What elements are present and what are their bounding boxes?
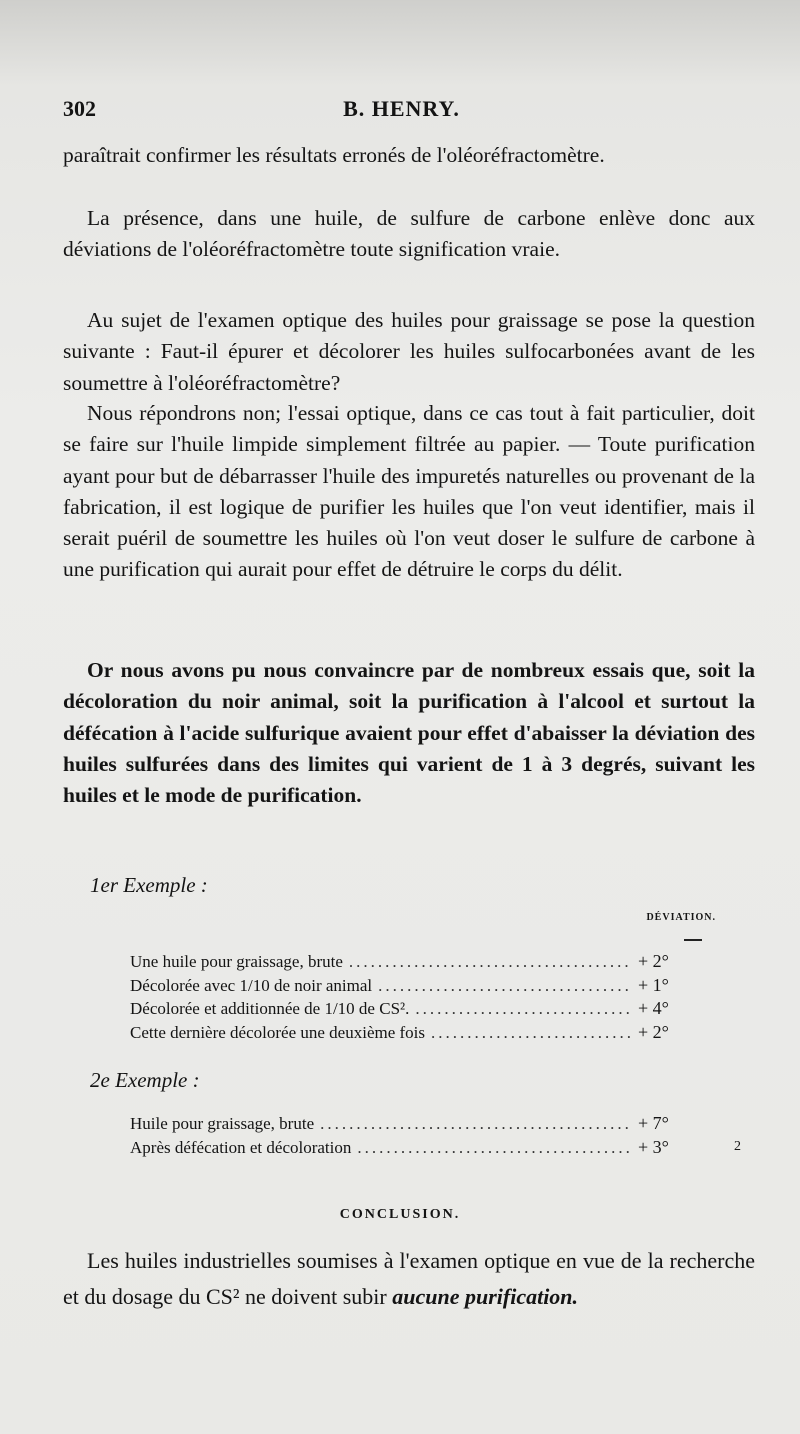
- paragraph-3-block: [63, 305, 755, 399]
- row-label: Huile pour graissage, brute: [130, 1114, 315, 1133]
- printer-signature: 2: [734, 1139, 741, 1154]
- page-number: 302: [63, 96, 96, 121]
- row-value: + 2°: [638, 1021, 669, 1042]
- row-value: + 1°: [638, 974, 669, 995]
- paragraph-4: Nous répondrons non; l'essai optique, dans ce cas tout à fait particulier, doit se faire sur l'huile limpide simplement filtrée au papier. — Toute purification ayant pour but de débarrasser l'huile des impuretés naturelles ou provenant de la fabrication, il est logique de purifier les huiles que l'on veut identifier, mais il serait puéril de soumettre les huiles où l'on veut doser le sulfure de carbone à une purification qui aurait pour effet de détruire le corps du délit.: [63, 401, 755, 582]
- example-2-heading: 2e Exemple :: [90, 1068, 200, 1092]
- table-row: [130, 974, 690, 998]
- dot-leader: [431, 1021, 632, 1045]
- table-row: [130, 1112, 690, 1136]
- paragraph-2: La présence, dans une huile, de sulfure de carbone enlève donc aux déviations de l'oléoréfractomètre toute signification vraie.: [63, 206, 755, 262]
- column-header-rule: [684, 939, 702, 941]
- row-label: Une huile pour graissage, brute: [130, 952, 343, 971]
- row-label: Cette dernière décolorée une deuxième fois: [130, 1022, 426, 1042]
- paragraph-1: paraîtrait confirmer les résultats erronés de l'oléoréfractomètre.: [63, 143, 605, 167]
- row-label: Décolorée et additionnée de 1/10 de CS².: [130, 999, 410, 1018]
- conclusion-text: Les huiles industrielles soumises à l'examen optique en vue de la recherche et du dosage du CS² ne doivent subir: [63, 1248, 755, 1309]
- dot-leader: [320, 1112, 632, 1136]
- paragraph-1-block: [63, 140, 755, 171]
- table-row: [130, 1021, 690, 1045]
- running-head: B. HENRY.: [343, 96, 460, 121]
- row-label: Décolorée avec 1/10 de noir animal: [130, 975, 373, 995]
- row-label: Après défécation et décoloration: [130, 1137, 352, 1157]
- example-2-table: [130, 1112, 690, 1159]
- row-value: + 7°: [638, 1113, 669, 1133]
- conclusion-heading: CONCLUSION.: [339, 1207, 461, 1222]
- conclusion-paragraph: [63, 1243, 755, 1315]
- deviation-column-header: DÉVIATION.: [646, 912, 716, 923]
- paragraph-5-block: [63, 655, 755, 811]
- page-header: [63, 96, 740, 130]
- paragraph-3: Au sujet de l'examen optique des huiles pour graissage se pose la question suivante : Faut-il épurer et décolorer les huiles sulfocarbonées avant de les soumettre à l'oléoréfractomètre?: [63, 308, 755, 395]
- table-row: [130, 1136, 690, 1160]
- dot-leader: [349, 950, 632, 974]
- table-row: [130, 997, 690, 1021]
- row-value: + 3°: [638, 1136, 669, 1157]
- row-value: + 4°: [638, 998, 669, 1018]
- example-1-heading: 1er Exemple :: [90, 873, 208, 897]
- dot-leader: [357, 1136, 632, 1160]
- conclusion-emphasis: aucune purification.: [392, 1284, 579, 1309]
- paragraph-2-block: [63, 203, 755, 266]
- table-row: [130, 950, 690, 974]
- paragraph-4-block: [63, 398, 755, 586]
- row-value: + 2°: [638, 951, 669, 971]
- paragraph-5: Or nous avons pu nous convaincre par de nombreux essais que, soit la décoloration du noir animal, soit la purification à l'alcool et surtout la défécation à l'acide sulfurique avaient pour effet d'abaisser la déviation des huiles sulfurées dans des limites qui varient de 1 à 3 degrés, suivant les huiles et le mode de purification.: [63, 658, 755, 808]
- dot-leader: [378, 974, 632, 998]
- example-1-table: [130, 950, 690, 1044]
- dot-leader: [415, 997, 632, 1021]
